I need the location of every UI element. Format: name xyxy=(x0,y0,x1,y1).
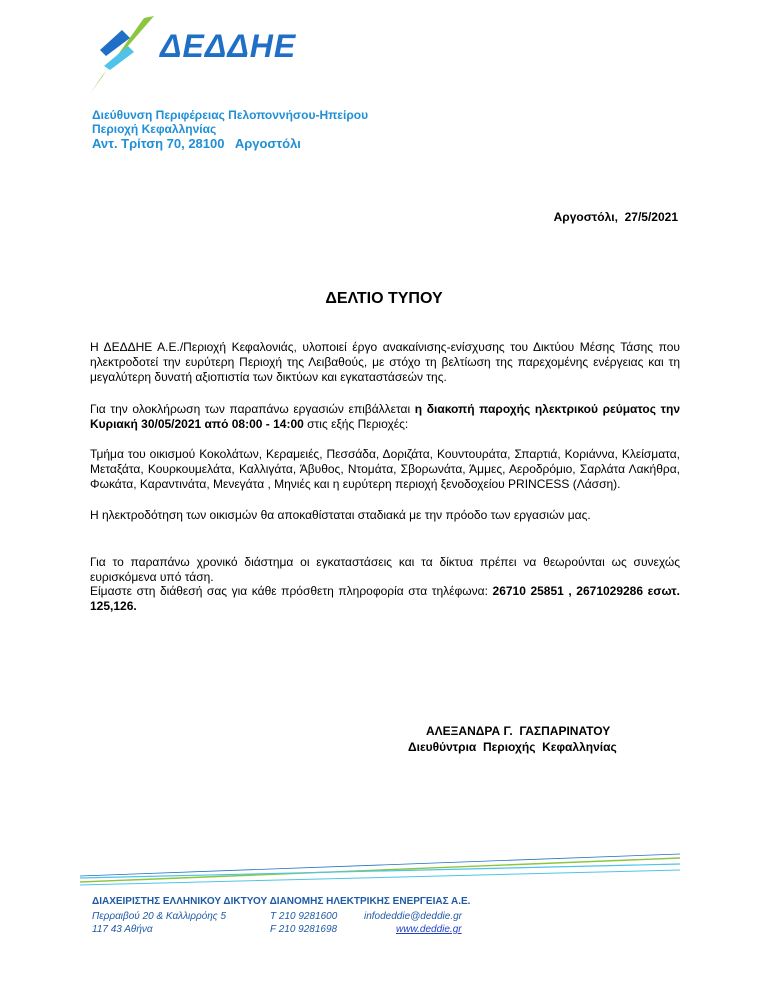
outage-text-bold: η διακοπή παροχής ηλεκτρικού ρεύματος την Κυριακή 30/05/2021 από 08:00 - 14:00 xyxy=(90,402,680,431)
footer-fax: F 210 9281698 xyxy=(270,924,338,935)
footer-email[interactable]: infodeddie@deddie.gr xyxy=(364,911,463,922)
contact-phones: 26710 25851 , 2671029286 εσωτ. 125,126. xyxy=(90,584,680,613)
paragraph-contact xyxy=(90,584,680,614)
footer-decorative-lines xyxy=(80,852,680,888)
footer-website-link[interactable]: www.deddie.gr xyxy=(396,924,462,935)
footer-phone: T 210 9281600 xyxy=(270,911,338,922)
deddie-logo-text: ΔΕΔΔΗΕ xyxy=(160,28,297,64)
footer-address-2: 117 43 Αθήνα xyxy=(92,924,153,935)
contact-text-pre: Είμαστε στη διάθεσή σας για κάθε πρόσθετη πληροφορία στα τηλέφωνα: xyxy=(90,584,493,598)
header-address: Αντ. Τρίτση 70, 28100 Αργοστόλι xyxy=(92,136,301,151)
signature-name: ΑΛΕΞΑΝΔΡΑ Γ. ΓΑΣΠΑΡΙΝΑΤΟΥ xyxy=(426,724,611,738)
paragraph-outage xyxy=(90,402,680,432)
outage-text-pre: Για την ολοκλήρωση των παραπάνω εργασιών επιβάλλεται xyxy=(90,402,415,416)
paragraph-areas: Τμήμα του οικισμού Κοκολάτων, Κεραμειές, Πεσσάδα, Δοριζάτα, Κουντουράτα, Σπαρτιά, Κοριάννα, Κλείσματα, Μεταξάτα, Κουρκουμελάτα, Καλλιγάτα, Άβυθος, Ντομάτα, Σβορωνάτα, Άμμες, Αεροδρόμιο, Σαρλάτα Λακήθρα, Φωκάτα, Καραντινάτα, Μενεγάτα , Μηνιές και η ευρύτερη περιοχή ξενοδοχείου PRINCESS (Λάσση). xyxy=(90,447,680,491)
header-area: Περιοχή Κεφαλληνίας xyxy=(92,122,217,136)
page-title: ΔΕΛΤΙΟ ΤΥΠΟΥ xyxy=(325,290,443,307)
paragraph-intro: Η ΔΕΔΔΗΕ Α.Ε./Περιοχή Κεφαλονιάς, υλοποιεί έργο ανακαίνισης-ενίσχυσης του Δικτύου Μέσης Τάσης που ηλεκτροδοτεί την ευρύτερη Περιοχή της Λειβαθούς, με στόχο τη βελτίωση της παρεχομένης ενέργειας και τη μεγαλύτερη δυνατή αξιοπιστία των δικτύων και εγκαταστάσεών της. xyxy=(90,340,680,384)
footer-address-1: Περραιβού 20 & Καλλιρρόης 5 xyxy=(92,911,227,922)
paragraph-restoration: Η ηλεκτροδότηση των οικισμών θα αποκαθίσταται σταδιακά με την πρόοδο των εργασιών μας. xyxy=(90,508,591,522)
deddie-logo-mark xyxy=(82,16,162,96)
footer-company-name: ΔΙΑΧΕΙΡΙΣΤΗΣ ΕΛΛΗΝΙΚΟΥ ΔΙΚΤΥΟΥ ΔΙΑΝΟΜΗΣ ΗΛΕΚΤΡΙΚΗΣ ΕΝΕΡΓΕΙΑΣ Α.Ε. xyxy=(92,896,471,907)
header-division: Διεύθυνση Περιφέρειας Πελοποννήσου-Ηπείρου xyxy=(92,108,369,122)
paragraph-warning: Για το παραπάνω χρονικό διάστημα οι εγκαταστάσεις και τα δίκτυα πρέπει να θεωρούνται ως συνεχώς ευρισκόμενα υπό τάση. xyxy=(90,555,680,584)
document-date: Αργοστόλι, 27/5/2021 xyxy=(553,210,678,224)
signature-role: Διευθύντρια Περιοχής Κεφαλληνίας xyxy=(408,740,617,754)
outage-text-post: στις εξής Περιοχές: xyxy=(303,416,409,431)
